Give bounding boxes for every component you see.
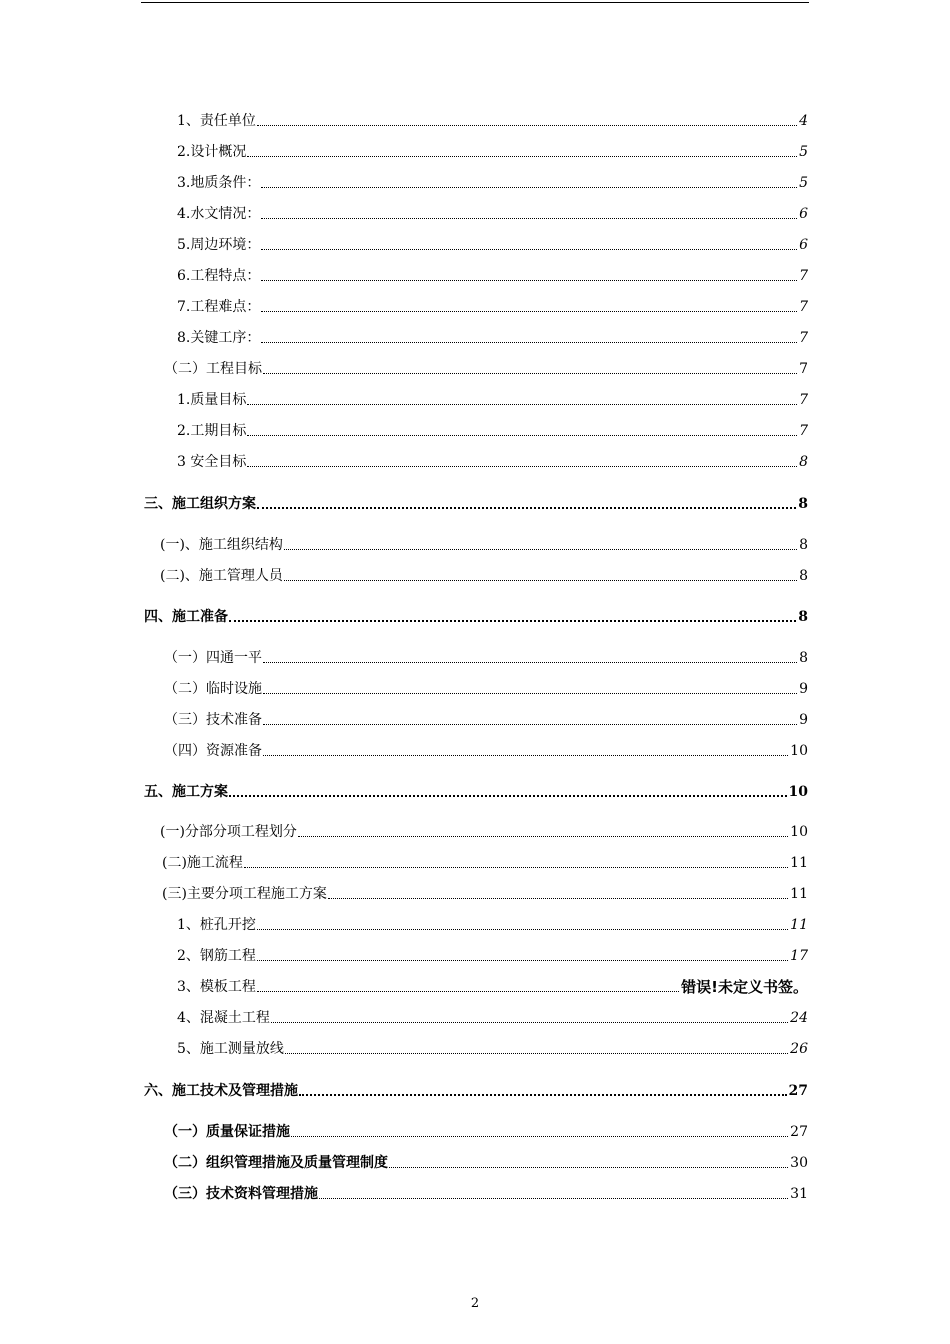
toc-entry-label: （三）技术资料管理措施 bbox=[164, 1186, 318, 1202]
toc-entry-page: 错误!未定义书签。 bbox=[681, 978, 808, 996]
header-rule bbox=[141, 2, 809, 3]
page-number: 2 bbox=[470, 1296, 480, 1311]
toc-entry-label: （一）四通一平 bbox=[164, 650, 262, 666]
toc-leader bbox=[247, 435, 797, 436]
toc-entry-label: 3、模板工程 bbox=[177, 979, 256, 995]
toc-leader bbox=[285, 1053, 788, 1054]
toc-entry-label: 4.水文情况： bbox=[177, 206, 261, 222]
toc-leader bbox=[298, 836, 788, 837]
toc-entry-page: 7 bbox=[799, 361, 808, 377]
toc-entry-page: 7 bbox=[799, 330, 808, 346]
toc-entry-page: 11 bbox=[790, 855, 808, 871]
toc-entry[interactable] bbox=[177, 108, 808, 130]
toc-entry-label: (一)、施工组织结构 bbox=[160, 537, 283, 553]
toc-leader bbox=[261, 218, 797, 219]
toc-entry-label: （二）组织管理措施及质量管理制度 bbox=[164, 1155, 388, 1171]
toc-entry[interactable] bbox=[177, 974, 808, 996]
toc-entry-label: 3 安全目标 bbox=[177, 454, 247, 470]
toc-chapter[interactable] bbox=[144, 779, 808, 801]
toc-leader bbox=[247, 156, 797, 157]
toc-entry-label: (二)施工流程 bbox=[162, 855, 243, 871]
toc-leader bbox=[263, 693, 797, 694]
toc-entry-page: 27 bbox=[790, 1124, 808, 1140]
toc-entry-page: 27 bbox=[788, 1083, 808, 1099]
toc-entry-page: 10 bbox=[790, 824, 808, 840]
toc-entry[interactable] bbox=[164, 1150, 808, 1172]
toc-entry[interactable] bbox=[164, 645, 808, 667]
toc-leader bbox=[263, 755, 788, 756]
toc-entry-page: 11 bbox=[790, 886, 808, 902]
toc-entry-label: 六、施工技术及管理措施 bbox=[144, 1083, 298, 1099]
toc-entry[interactable] bbox=[160, 819, 808, 841]
toc-leader bbox=[328, 898, 788, 899]
toc-entry-label: 1、桩孔开挖 bbox=[177, 917, 256, 933]
toc-entry-page: 8 bbox=[799, 650, 808, 666]
toc-entry-label: 4、混凝土工程 bbox=[177, 1010, 270, 1026]
toc-entry-page: 31 bbox=[790, 1186, 808, 1202]
toc-leader bbox=[263, 724, 797, 725]
toc-entry-page: 24 bbox=[790, 1010, 808, 1026]
toc-leader bbox=[257, 960, 788, 961]
toc-leader bbox=[263, 373, 797, 374]
toc-leader bbox=[257, 929, 788, 930]
toc-chapter[interactable] bbox=[144, 491, 808, 513]
toc-entry-page: 26 bbox=[790, 1041, 808, 1057]
toc-leader bbox=[261, 187, 797, 188]
toc-entry-page: 8 bbox=[798, 609, 808, 625]
toc-entry-label: (二)、施工管理人员 bbox=[160, 568, 283, 584]
toc-entry[interactable] bbox=[177, 170, 808, 192]
toc-leader bbox=[261, 249, 797, 250]
toc-entry-label: 1.质量目标 bbox=[177, 392, 247, 408]
toc-entry[interactable] bbox=[164, 738, 808, 760]
toc-leader bbox=[284, 580, 797, 581]
toc-leader bbox=[247, 466, 797, 467]
toc-leader bbox=[291, 1136, 788, 1137]
toc-entry[interactable] bbox=[164, 1181, 808, 1203]
toc-entry-page: 7 bbox=[799, 423, 808, 439]
toc-entry-page: 9 bbox=[799, 681, 808, 697]
toc-entry[interactable] bbox=[160, 532, 808, 554]
toc-leader bbox=[257, 125, 797, 126]
toc-entry-label: 3.地质条件： bbox=[177, 175, 261, 191]
toc-entry-page: 9 bbox=[799, 712, 808, 728]
toc-entry[interactable] bbox=[160, 563, 808, 585]
toc-entry-page: 30 bbox=[790, 1155, 808, 1171]
toc-entry-page: 7 bbox=[799, 268, 808, 284]
toc-entry-label: 8.关键工序： bbox=[177, 330, 261, 346]
toc-entry-page: 10 bbox=[790, 743, 808, 759]
toc-entry-page: 6 bbox=[799, 206, 808, 222]
toc-entry[interactable] bbox=[164, 707, 808, 729]
toc-entry-label: （二）临时设施 bbox=[164, 681, 262, 697]
toc-leader bbox=[229, 620, 796, 622]
toc-entry[interactable] bbox=[177, 139, 808, 161]
toc-entry-page: 10 bbox=[788, 784, 808, 800]
toc-entry[interactable] bbox=[177, 201, 808, 223]
toc-leader bbox=[257, 991, 679, 992]
toc-chapter[interactable] bbox=[144, 604, 808, 626]
toc-leader bbox=[247, 404, 797, 405]
toc-entry[interactable] bbox=[177, 387, 808, 409]
toc-leader bbox=[229, 795, 787, 797]
toc-entry-label: 5.周边环境： bbox=[177, 237, 261, 253]
toc-leader bbox=[319, 1198, 788, 1199]
toc-entry-label: 6.工程特点： bbox=[177, 268, 261, 284]
toc-entry[interactable] bbox=[164, 676, 808, 698]
toc-entry-label: 7.工程难点： bbox=[177, 299, 261, 315]
toc-leader bbox=[261, 342, 797, 343]
toc-entry-label: 1、责任单位 bbox=[177, 113, 256, 129]
toc-entry-page: 7 bbox=[799, 299, 808, 315]
toc-entry[interactable] bbox=[164, 1119, 808, 1141]
toc-entry-label: (三)主要分项工程施工方案 bbox=[162, 886, 327, 902]
toc-entry-label: 2.设计概况 bbox=[177, 144, 247, 160]
toc-entry-page: 6 bbox=[799, 237, 808, 253]
toc-entry[interactable] bbox=[177, 263, 808, 285]
toc-entry-page: 5 bbox=[799, 175, 808, 191]
toc-leader bbox=[271, 1022, 788, 1023]
toc-entry-label: 5、施工测量放线 bbox=[177, 1041, 284, 1057]
toc-entry-page: 4 bbox=[799, 113, 808, 129]
toc-entry-label: 五、施工方案 bbox=[144, 784, 228, 800]
toc-entry[interactable] bbox=[162, 850, 808, 872]
toc-leader bbox=[389, 1167, 788, 1168]
toc-leader bbox=[263, 662, 797, 663]
toc-entry-label: （三）技术准备 bbox=[164, 712, 262, 728]
toc-entry-page: 8 bbox=[799, 568, 808, 584]
toc-leader bbox=[299, 1094, 787, 1096]
toc-leader bbox=[261, 280, 797, 281]
toc-entry-label: (一)分部分项工程划分 bbox=[160, 824, 297, 840]
toc-leader bbox=[257, 507, 796, 509]
toc-entry[interactable] bbox=[164, 356, 808, 378]
toc-entry-page: 8 bbox=[799, 537, 808, 553]
toc-entry-label: 2、钢筋工程 bbox=[177, 948, 256, 964]
toc-entry[interactable] bbox=[177, 418, 808, 440]
toc-entry[interactable] bbox=[177, 943, 808, 965]
toc-entry-page: 8 bbox=[798, 496, 808, 512]
toc-entry[interactable] bbox=[177, 912, 808, 934]
toc-entry[interactable] bbox=[177, 232, 808, 254]
toc-entry-page: 11 bbox=[790, 917, 808, 933]
toc-entry-label: 四、施工准备 bbox=[144, 609, 228, 625]
toc-entry-label: （四）资源准备 bbox=[164, 743, 262, 759]
toc-entry-label: 三、施工组织方案 bbox=[144, 496, 256, 512]
toc-leader bbox=[284, 549, 797, 550]
toc-entry[interactable] bbox=[177, 325, 808, 347]
toc-entry-page: 8 bbox=[799, 454, 808, 470]
toc-leader bbox=[261, 311, 797, 312]
toc-entry[interactable] bbox=[177, 449, 808, 471]
toc-entry-page: 7 bbox=[799, 392, 808, 408]
toc-leader bbox=[244, 867, 788, 868]
toc-chapter[interactable] bbox=[144, 1078, 808, 1100]
toc-entry-label: （一）质量保证措施 bbox=[164, 1124, 290, 1140]
toc-entry[interactable] bbox=[177, 1036, 808, 1058]
toc-entry[interactable] bbox=[177, 1005, 808, 1027]
toc-entry-label: （二）工程目标 bbox=[164, 361, 262, 377]
toc-entry-page: 5 bbox=[799, 144, 808, 160]
toc-entry-page: 17 bbox=[790, 948, 808, 964]
toc-entry[interactable] bbox=[177, 294, 808, 316]
toc-entry[interactable] bbox=[162, 881, 808, 903]
toc-entry-label: 2.工期目标 bbox=[177, 423, 247, 439]
